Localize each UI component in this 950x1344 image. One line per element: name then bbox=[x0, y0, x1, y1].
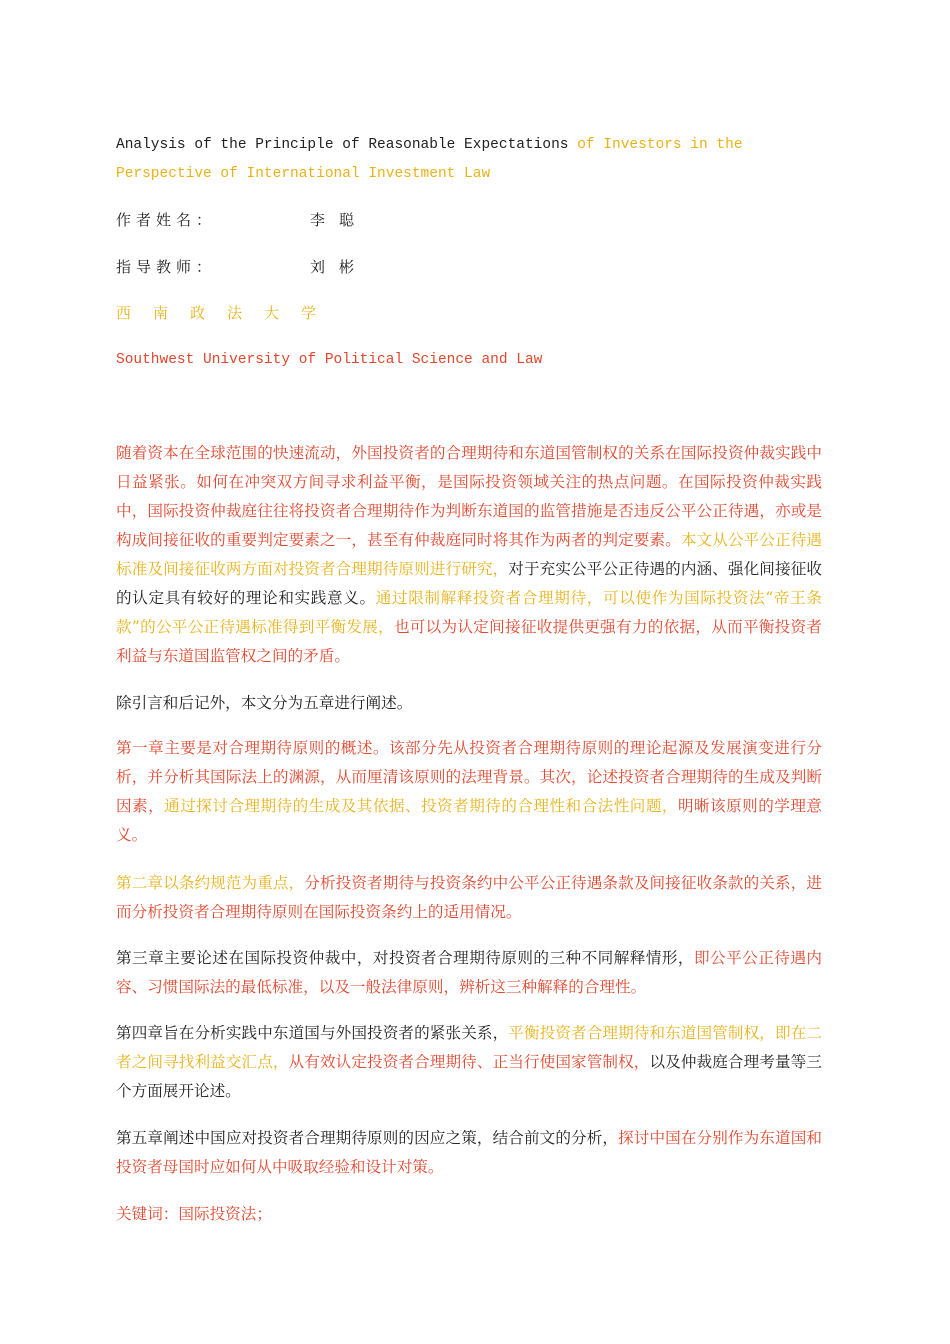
advisor-name: 刘彬 bbox=[310, 258, 369, 276]
p5-sentence-1: 第三章主要论述在国际投资仲裁中，对投资者合理期待原则的三种不同解释情形， bbox=[116, 949, 694, 967]
english-title-part2: of Investors in the Perspective of International Investment Law bbox=[116, 137, 743, 182]
p1-sentence-2: 本文从公平公正待遇标准及间接征收两方面对投资者合理期待原则进行研究， bbox=[116, 531, 822, 578]
p6-sentence-1: 第四章旨在分析实践中东道国与外国投资者的紧张关系， bbox=[116, 1024, 509, 1042]
p6-sentence-2: 平衡投资者合理期待和东道国管制权，即在二者之间寻找利益交汇点， bbox=[116, 1024, 822, 1071]
keywords-line: 关键词：国际投资法； bbox=[116, 1205, 272, 1223]
p7-sentence-2: 探讨中国在分别作为东道国和投资者母国时应如何从中吸取经验和设计对策。 bbox=[116, 1129, 822, 1176]
university-name-en: Southwest University of Political Science and Law bbox=[116, 352, 543, 368]
chapter-5-paragraph bbox=[116, 1124, 822, 1182]
chapter-3-paragraph bbox=[116, 944, 822, 1002]
chapter-4-paragraph bbox=[116, 1019, 822, 1106]
p3-sentence-3: 明晰该原则的学理意义。 bbox=[116, 797, 822, 844]
chapter-1-paragraph bbox=[116, 734, 822, 850]
p3-sentence-2: 通过探讨合理期待的生成及其依据、投资者期待的合理性和合法性问题， bbox=[164, 797, 678, 815]
p3-sentence-1: 第一章主要是对合理期待原则的概述。该部分先从投资者合理期待原则的理论起源及发展演变进行分析，并分析其国际法上的渊源，从而厘清该原则的法理背景。其次，论述投资者合理期待的生成及判断因素， bbox=[116, 739, 822, 815]
english-title bbox=[116, 131, 822, 189]
advisor-line bbox=[116, 255, 368, 279]
p1-sentence-1: 随着资本在全球范围的快速流动，外国投资者的合理期待和东道国管制权的关系在国际投资仲裁实践中日益紧张。如何在冲突双方间寻求利益平衡，是国际投资领域关注的热点问题。在国际投资仲裁实践中，国际投资仲裁庭往往将投资者合理期待作为判断东道国的监管措施是否违反公平公正待遇，亦或是构成间接征收的重要判定要素之一，甚至有仲裁庭同时将其作为两者的判定要素。 bbox=[116, 444, 822, 549]
p4-sentence-1: 第二章以条约规范为重点， bbox=[116, 874, 305, 892]
p1-sentence-5: 也可以为认定间接征收提供更强有力的依据，从而平衡投资者利益与东道国监管权之间的矛盾。 bbox=[116, 618, 822, 665]
p1-sentence-3: 对于充实公平公正待遇的内涵、强化间接征收的认定具有较好的理论和实践意义。 bbox=[116, 560, 822, 607]
abstract-paragraph-1 bbox=[116, 439, 822, 671]
english-title-part1: Analysis of the Principle of Reasonable Expectations bbox=[116, 137, 578, 153]
author-name: 李聪 bbox=[310, 211, 369, 229]
chapter-2-paragraph bbox=[116, 869, 822, 927]
p7-sentence-1: 第五章阐述中国应对投资者合理期待原则的因应之策，结合前文的分析， bbox=[116, 1129, 619, 1147]
abstract-paragraph-2: 除引言和后记外，本文分为五章进行阐述。 bbox=[116, 694, 413, 712]
p4-sentence-2: 分析投资者期待与投资条约中公平公正待遇条款及间接征收条款的关系，进而分析投资者合理期待原则在国际投资条约上的适用情况。 bbox=[116, 874, 822, 921]
p6-sentence-4: 以及仲裁庭合理考量等三个方面展开论述。 bbox=[116, 1053, 822, 1100]
advisor-label: 指导教师： bbox=[116, 258, 217, 276]
p1-sentence-4: 通过限制解释投资者合理期待，可以使作为国际投资法“帝王条款”的公平公正待遇标准得到平衡发展， bbox=[116, 589, 822, 636]
author-label: 作者姓名： bbox=[116, 211, 217, 229]
university-name-cn: 西南政法大学 bbox=[116, 304, 339, 322]
p6-sentence-3: 从有效认定投资者合理期待、正当行使国家管制权， bbox=[288, 1053, 650, 1071]
author-line bbox=[116, 208, 368, 232]
p5-sentence-2: 即公平公正待遇内容、习惯国际法的最低标准，以及一般法律原则，辨析这三种解释的合理性。 bbox=[116, 949, 822, 996]
